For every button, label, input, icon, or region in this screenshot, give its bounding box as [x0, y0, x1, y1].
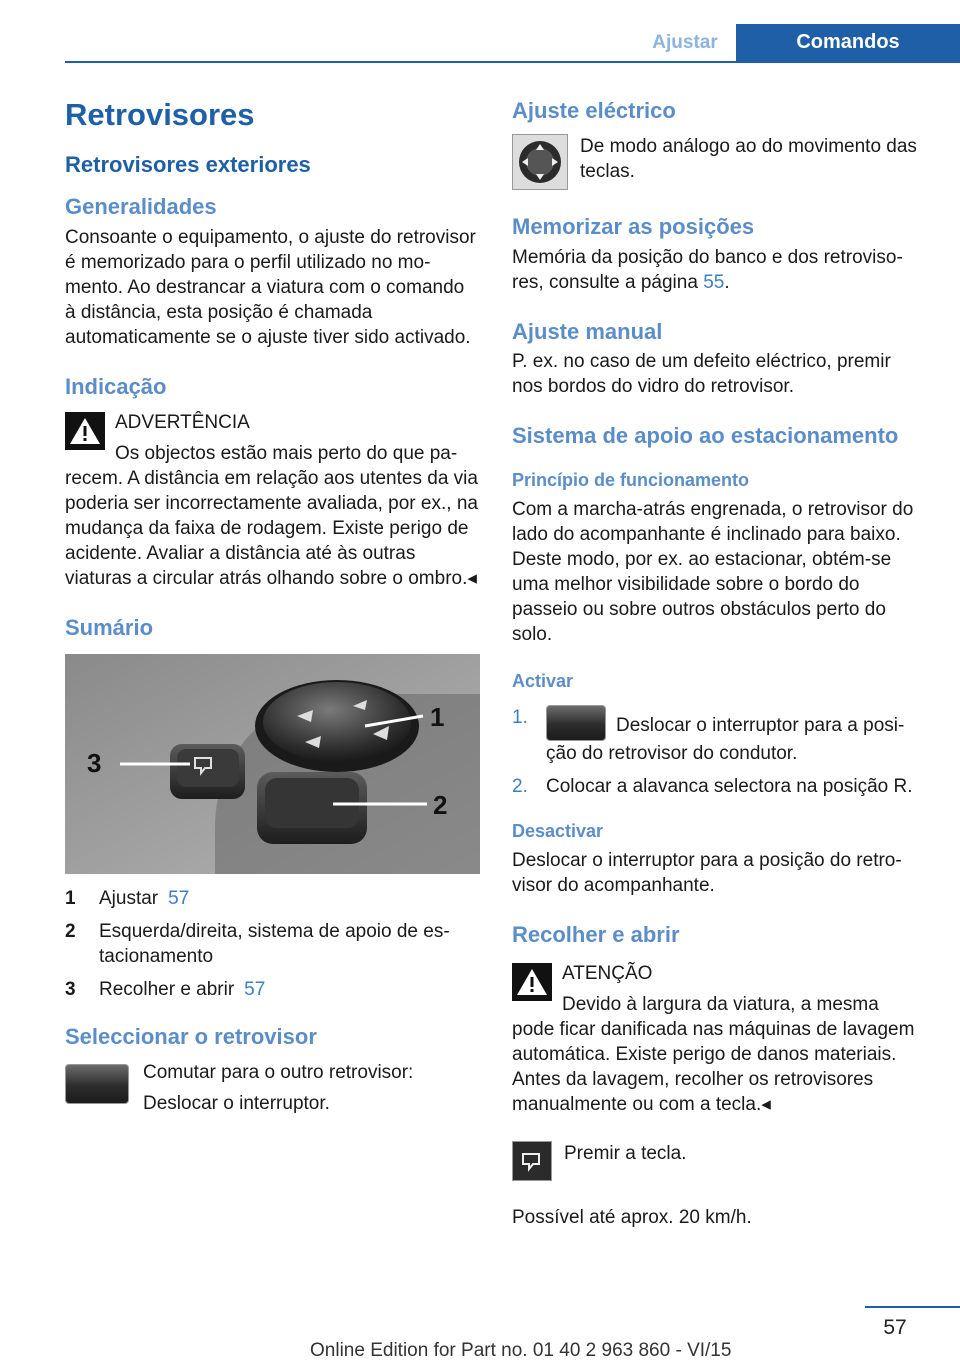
- deactivate-text: Deslocar o interruptor para a posição do retrovisor do acompanhante.: [512, 850, 902, 897]
- heading-principle: Princípio de funcionamento: [512, 469, 750, 490]
- press-text: Premir a tecla.: [564, 1142, 687, 1164]
- heading-memorize: Memorizar as posições: [512, 214, 755, 240]
- section-title-exterior-mirrors: Retrovisores exteriores: [65, 152, 311, 178]
- heading-indicacao: Indicação: [65, 373, 167, 399]
- direction-pad-icon: [512, 134, 568, 190]
- heading-parking-assist: Sistema de apoio ao estacionamento: [512, 423, 899, 449]
- electric-row: [512, 134, 924, 190]
- warning-triangle-icon: [512, 963, 552, 1001]
- page-link[interactable]: 57: [244, 978, 266, 1000]
- header-tab-ajustar[interactable]: Ajustar: [652, 32, 718, 53]
- header-rule: [65, 61, 960, 63]
- attention-text: Devido à largura da viatura, a mesma pode ficar danificada nas máquinas de lavagem automática. Existe perigo de danos materiais. Antes da lavagem, recolher os retrovisores manualmente ou com a tecla.◂: [512, 993, 915, 1115]
- warning-block: [65, 410, 480, 591]
- principle-text: Com a marcha-atrás engrenada, o retrovisor do lado do acompanhante é inclinado para baixo. Deste modo, por ex. ao estacionar, obtém-se uma melhor visibilidade sobre o bordo do passeio ou sobre outros obstáculos perto do solo.: [512, 499, 914, 646]
- page-link[interactable]: 55: [703, 271, 725, 293]
- heading-fold: Recolher e abrir: [512, 922, 680, 948]
- right-column: [512, 98, 924, 1230]
- page-link[interactable]: 57: [168, 887, 190, 909]
- heading-sumario: Sumário: [65, 615, 154, 641]
- press-button-row: [512, 1141, 924, 1181]
- possible-speed-text: Possível até aprox. 20 km/h.: [512, 1206, 752, 1228]
- page-title: Retrovisores: [65, 97, 255, 132]
- select-line-2: Deslocar o interruptor.: [143, 1092, 330, 1114]
- legend-item: 1 Ajustar 57: [65, 887, 190, 909]
- heading-generalidades: Generalidades: [65, 194, 217, 220]
- mirror-switch-icon: [546, 705, 606, 741]
- manual-text: P. ex. no caso de um defeito eléctrico, premir nos bordos do vidro do retrovisor.: [512, 351, 891, 398]
- warning-text: Os objectos estão mais perto do que parecem. A distância em relação aos utentes da via poderia ser incorrectamente avaliada, por ex., na mudança da faixa de rodagem. Existe perigo de acidente. Avaliar a distância até às outras viaturas a circular atrás olhando sobre o ombro.◂: [65, 443, 478, 590]
- select-mirror-row: [65, 1060, 480, 1116]
- figure-legend: [65, 886, 480, 1002]
- mirror-switch-icon: [65, 1064, 129, 1104]
- activate-step: 1. Deslocar o interruptor para a posição do retrovisor do condutor.: [512, 706, 905, 764]
- legend-item: 3 Recolher e abrir 57: [65, 978, 266, 1000]
- edition-text: Online Edition for Part no. 01 40 2 963 860 - VI/15: [310, 1340, 732, 1361]
- select-line-1: Comutar para o outro retrovisor:: [143, 1061, 414, 1083]
- warning-title: ADVERTÊNCIA: [115, 412, 250, 434]
- figure-label-1: 1: [430, 701, 445, 732]
- figure-label-3: 3: [87, 747, 102, 778]
- heading-deactivate: Desactivar: [512, 820, 604, 841]
- header-tab-comandos[interactable]: Comandos: [736, 24, 960, 61]
- attention-title: ATENÇÃO: [562, 962, 653, 984]
- attention-block: [512, 961, 924, 1117]
- general-paragraph: Consoante o equipamento, o ajuste do retrovisor é memorizado para o perfil utilizado no momento. Ao destrancar a viatura com o comando à distância, esta posição é chamada automaticamente se o ajuste tiver sido activado.: [65, 226, 476, 348]
- legend-item: 2 Esquerda/direita, sistema de apoio de estacionamento: [65, 920, 450, 967]
- activate-step: 2. Colocar a alavanca selectora na posição R.: [512, 775, 913, 797]
- electric-text: De modo análogo ao do movimento das teclas.: [580, 136, 917, 183]
- heading-electric: Ajuste eléctrico: [512, 98, 676, 123]
- warning-triangle-icon: [65, 412, 105, 450]
- heading-select-mirror: Seleccionar o retrovisor: [65, 1023, 317, 1049]
- figure-label-2: 2: [433, 789, 448, 820]
- left-column: [65, 98, 480, 1116]
- fold-mirror-button-icon: [512, 1141, 552, 1181]
- page-number: 57: [883, 1316, 907, 1339]
- memorize-text: Memória da posição do banco e dos retrovisores, consulte a página 55.: [512, 246, 903, 293]
- footer-rule: [865, 1306, 960, 1308]
- mirror-controls-figure: [65, 654, 480, 874]
- heading-manual: Ajuste manual: [512, 318, 663, 344]
- heading-activate: Activar: [512, 671, 574, 692]
